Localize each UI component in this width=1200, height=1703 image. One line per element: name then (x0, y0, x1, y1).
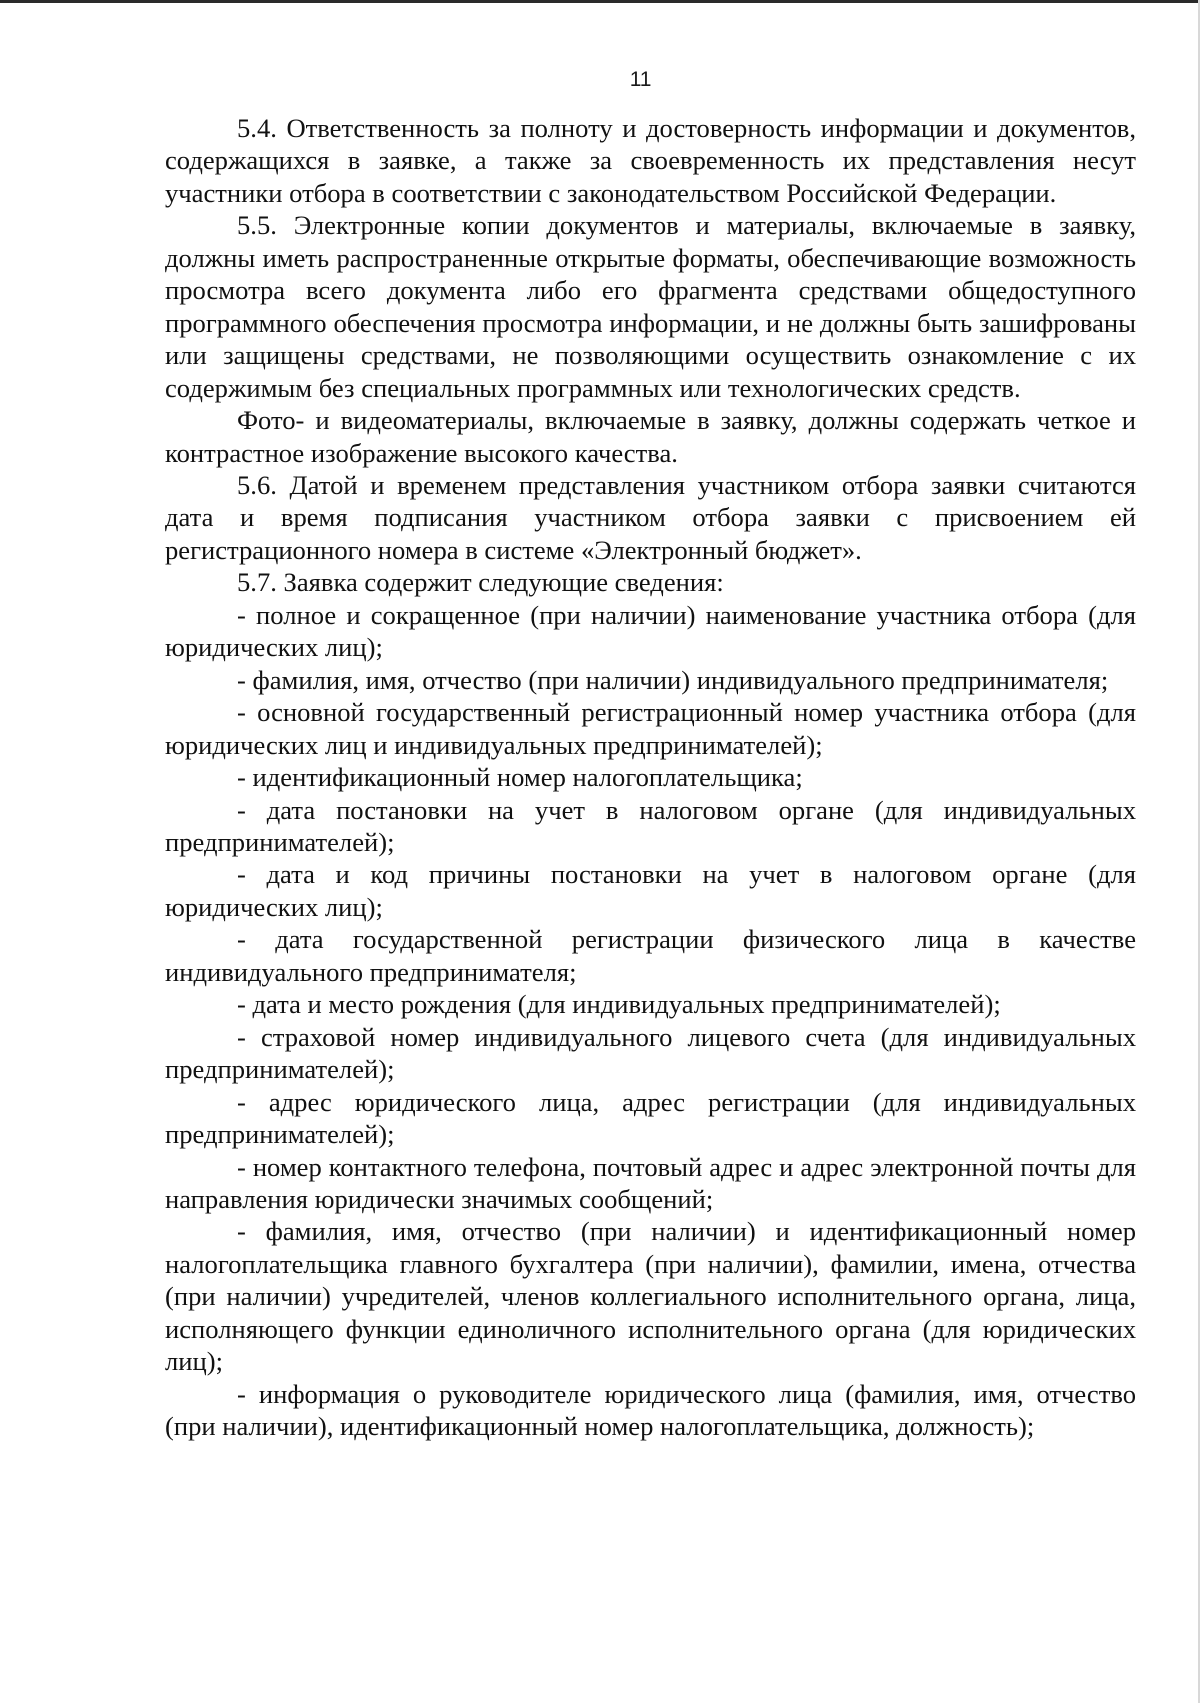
paragraph-5-4: 5.4. Ответственность за полноту и достоверность информации и документов, содержащихся в заявке, а также за своевременность их представления несут участники отбора в соответствии с законодательством Российской Федерации. (165, 113, 1136, 208)
list-item-birth-date-place: - дата и место рождения (для индивидуальных предпринимателей); (237, 989, 1001, 1020)
list-item-state-registration-date: - дата государственной регистрации физического лица в качестве индивидуального предпринимателя; (165, 924, 1136, 987)
page-number (0, 68, 1200, 92)
list-item-head-info: - информация о руководителе юридического лица (фамилия, имя, отчество (при наличии), идентификационный номер налогоплательщика, должность); (165, 1378, 1136, 1442)
document-body (165, 112, 1136, 1443)
list-item-snils: - страховой номер индивидуального лицевого счета (для индивидуальных предпринимателей); (165, 1021, 1136, 1085)
paragraph-5-6: 5.6. Датой и временем представления участником отбора заявки считаются дата и время подписания участником отбора заявки с присвоением ей регистрационного номера в системе «Электронный бюджет». (165, 469, 1136, 565)
list-item-tax-registration-date: - дата постановки на учет в налоговом органе (для индивидуальных предпринимателей); (165, 794, 1136, 857)
list-item-contacts: - номер контактного телефона, почтовый адрес и адрес электронной почты для направления юридически значимых сообщений; (165, 1151, 1136, 1214)
paragraph-5-5: 5.5. Электронные копии документов и материалы, включаемые в заявку, должны иметь распространенные открытые форматы, обеспечивающие возможность просмотра всего документа либо его фрагмента средствами общедоступного программного обеспечения просмотра информации, и не должны быть зашифрованы или защищены средствами, не позволяющими осуществить ознакомление с их содержимым без специальных программных или технологических средств. (165, 210, 1136, 403)
paragraph-5-7: 5.7. Заявка содержит следующие сведения: (237, 567, 724, 598)
list-item-ogrn: - основной государственный регистрационный номер участника отбора (для юридических лиц и индивидуальных предпринимателей); (165, 697, 1136, 760)
paragraph-photo-video: Фото- и видеоматериалы, включаемые в заявку, должны содержать четкое и контрастное изображение высокого качества. (165, 405, 1136, 468)
list-item-inn: - идентификационный номер налогоплательщика; (237, 762, 803, 793)
list-item-kpp: - дата и код причины постановки на учет в налоговом органе (для юридических лиц); (165, 859, 1136, 922)
list-item-accountant-founders: - фамилия, имя, отчество (при наличии) и идентификационный номер налогоплательщика главного бухгалтера (при наличии), фамилии, имена, отчества (при наличии) учредителей, членов коллегиального исполнительного органа, лица, исполняющего функции единоличного исполнительного органа (для юридических лиц); (165, 1216, 1136, 1377)
page-number-text: 11 (629, 68, 652, 91)
list-item-entrepreneur-name: - фамилия, имя, отчество (при наличии) индивидуального предпринимателя; (237, 664, 1109, 695)
list-item-name: - полное и сокращенное (при наличии) наименование участника отбора (для юридических лиц); (165, 599, 1136, 663)
page-top-border (0, 0, 1200, 3)
list-item-address: - адрес юридического лица, адрес регистрации (для индивидуальных предпринимателей); (165, 1086, 1136, 1150)
